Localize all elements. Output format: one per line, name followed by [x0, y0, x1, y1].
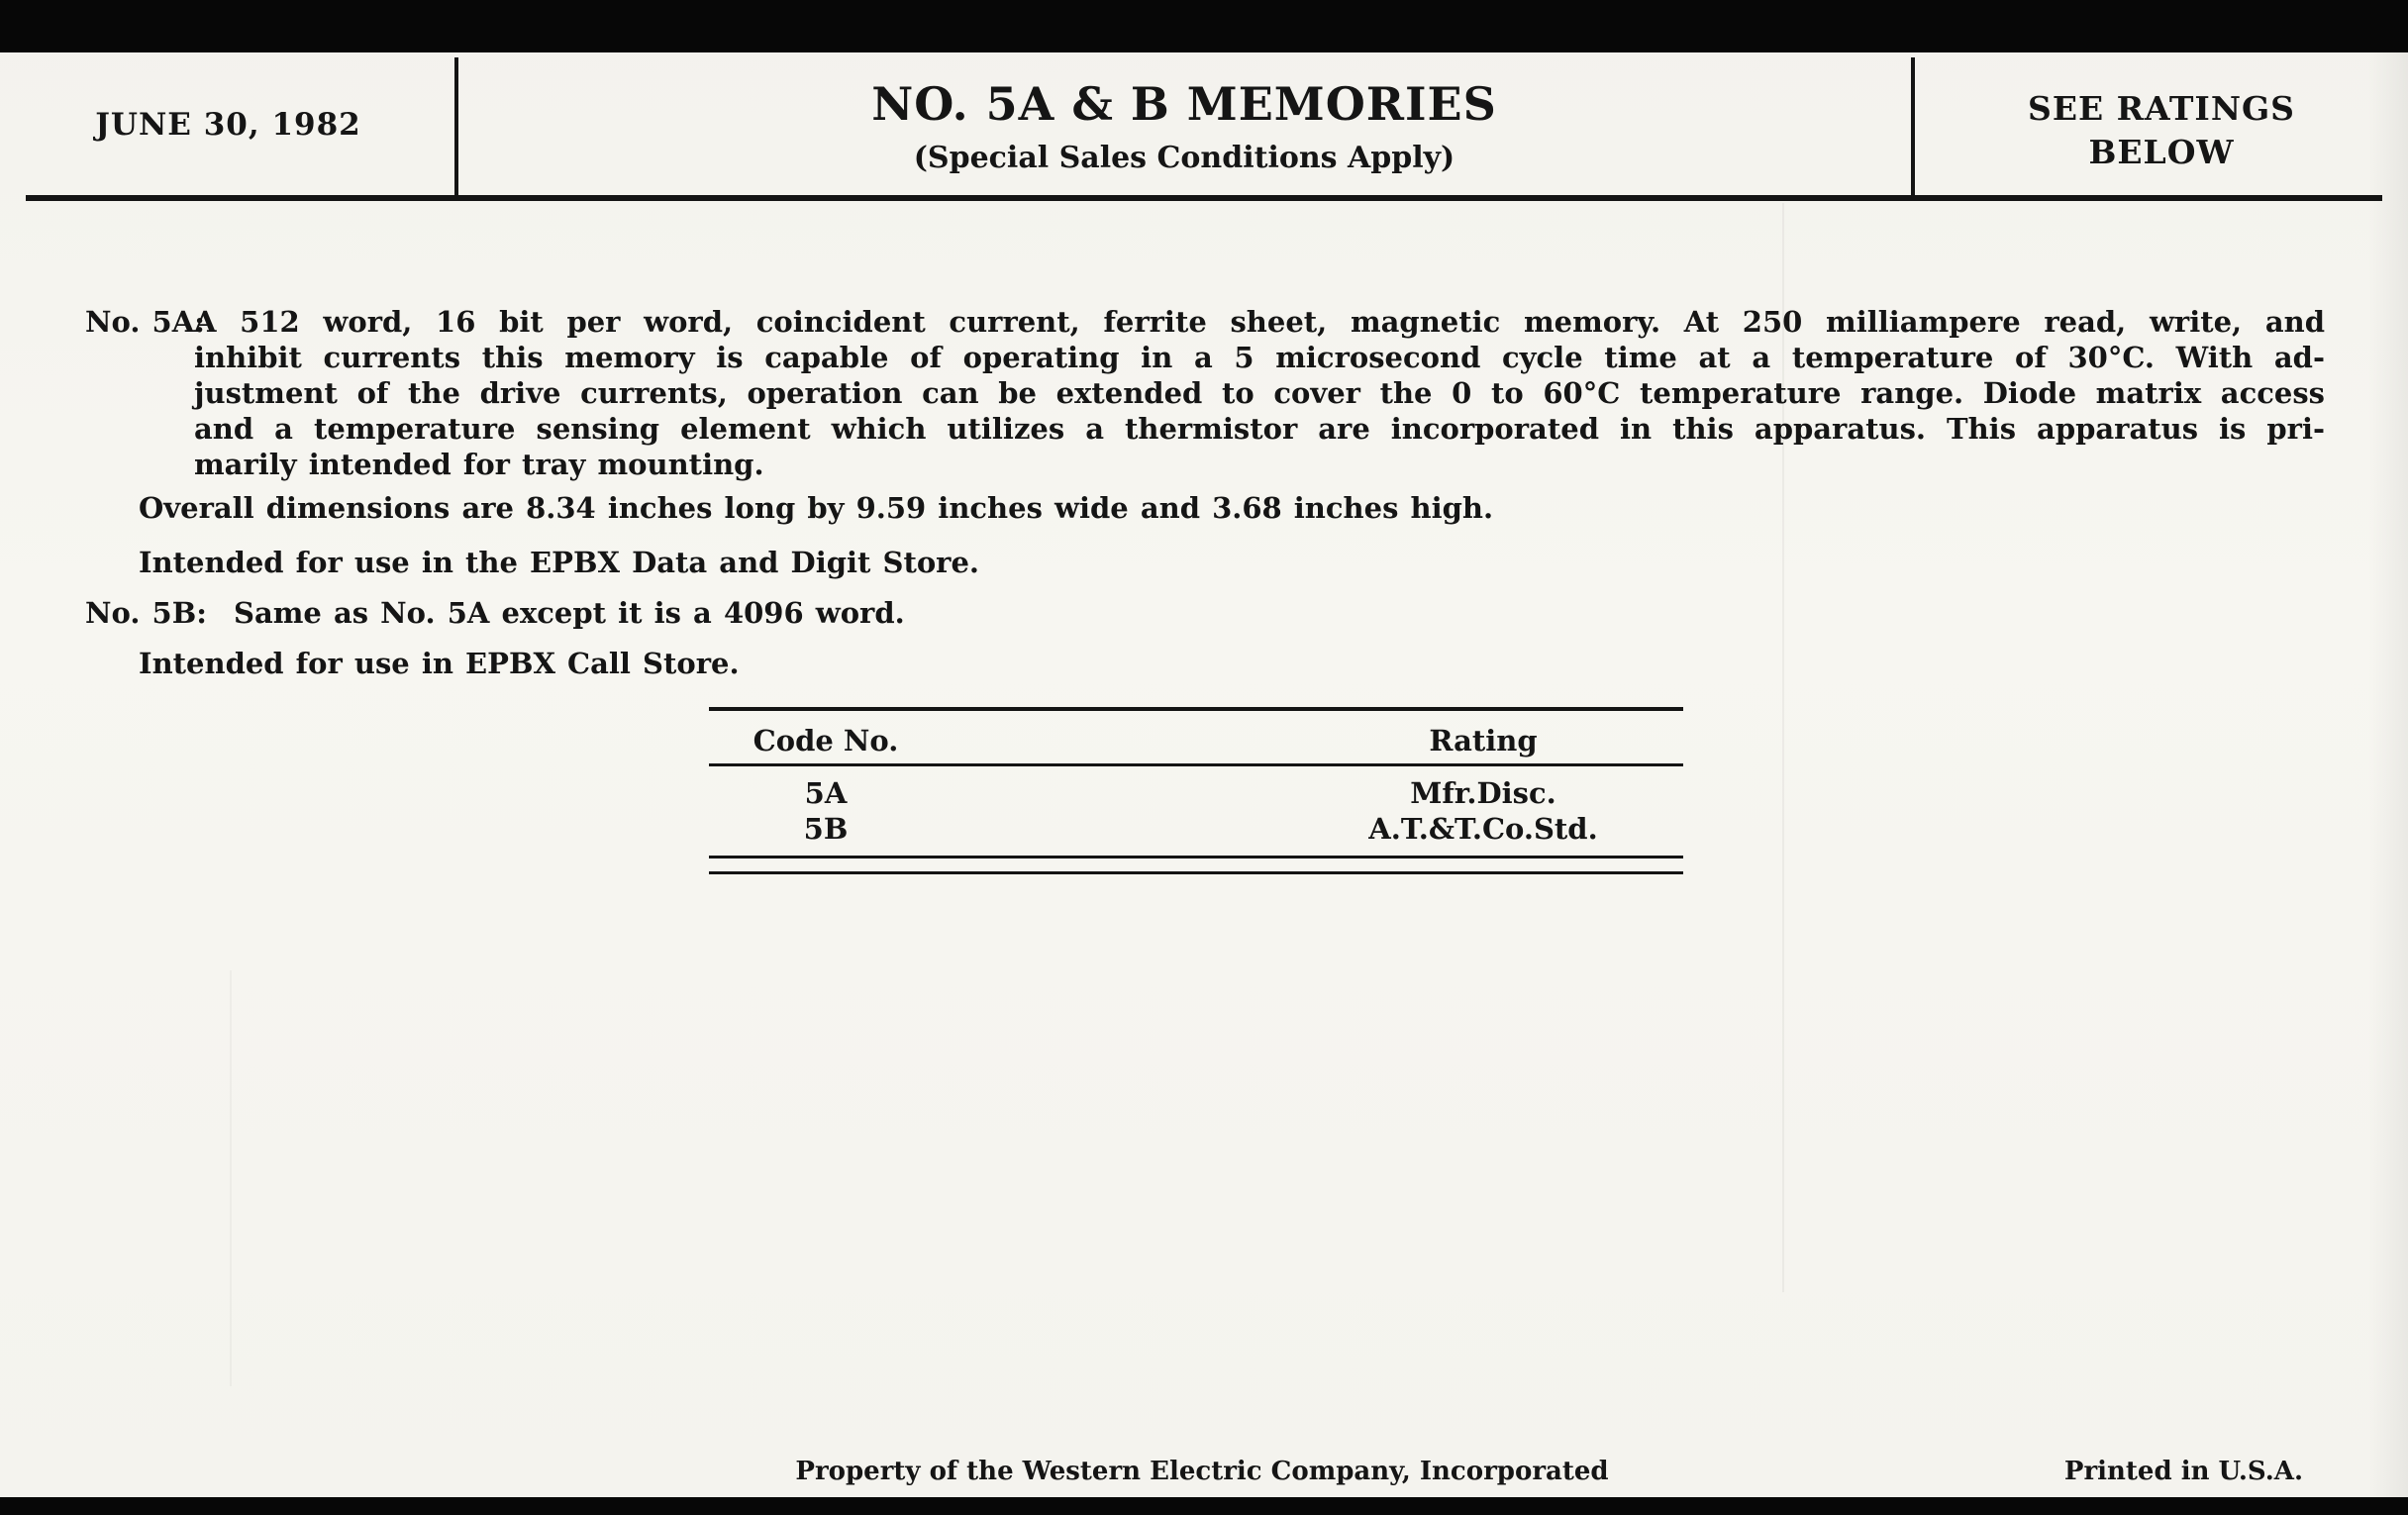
table-cell-code-5a: 5A [804, 776, 848, 810]
dimensions-line: Overall dimensions are 8.34 inches long by 9.59 inches wide and 3.68 inches high. [139, 491, 1494, 525]
use-5a-line: Intended for use in the EPBX Data and Digit Store. [139, 546, 980, 579]
scan-bottom-bar [0, 1497, 2408, 1515]
paragraph-5a-line: marily intended for tray mounting. [194, 448, 764, 481]
paragraph-5a-line: inhibit currents this memory is capable of operating in a 5 microsecond cycle time at a temperature of 30°C. With ad- [194, 341, 2325, 374]
table-cell-rating-5a: Mfr.Disc. [1410, 776, 1556, 810]
paragraph-5b [85, 595, 2263, 631]
scan-top-bar [0, 0, 2408, 52]
doc-subtitle: (Special Sales Conditions Apply) [913, 141, 1455, 175]
header-date: JUNE 30, 1982 [95, 107, 361, 143]
scan-artifact-line [230, 970, 232, 1386]
table-header-code-no: Code No. [752, 724, 899, 758]
use-5b-line: Intended for use in EPBX Call Store. [139, 647, 740, 680]
table-header-rule [709, 763, 1683, 766]
table-header-rating: Rating [1429, 724, 1538, 758]
paragraph-5a-line: A 512 word, 16 bit per word, coincident current, ferrite sheet, magnetic memory. At 250 milliampere read, write, and [194, 305, 2325, 339]
paragraph-5b-label: No. 5B: [85, 596, 207, 630]
header-rule [26, 195, 2382, 201]
doc-title: NO. 5A & B MEMORIES [871, 77, 1497, 131]
printed-note: Printed in U.S.A. [2063, 1457, 2303, 1486]
ratings-table [709, 707, 1683, 885]
paragraph-5a-label: No. 5A: [85, 305, 205, 339]
table-cell-code-5b: 5B [803, 812, 849, 846]
header-center [456, 77, 1912, 175]
scan-edge-shade [2368, 0, 2408, 1515]
paragraph-5a-line: justment of the drive currents, operation can be extended to cover the 0 to 60°C temperature range. Diode matrix access [194, 376, 2325, 410]
table-cell-rating-5b: A.T.&T.Co.Std. [1368, 812, 1598, 846]
ratings-note-line2: BELOW [2088, 133, 2235, 171]
property-note: Property of the Western Electric Company, Incorporated [795, 1457, 1609, 1486]
paragraph-5b-text: Same as No. 5A except it is a 4096 word. [234, 596, 905, 630]
paragraph-5a-line: and a temperature sensing element which utilizes a thermistor are incorporated in this apparatus. This apparatus is pri- [194, 412, 2325, 446]
table-bottom-rule-2 [709, 871, 1683, 874]
table-bottom-rule-1 [709, 856, 1683, 858]
ratings-note [1915, 87, 2408, 174]
paragraph-5a [85, 304, 2325, 482]
table-top-rule [709, 707, 1683, 711]
ratings-note-line1: SEE RATINGS [2027, 89, 2296, 128]
